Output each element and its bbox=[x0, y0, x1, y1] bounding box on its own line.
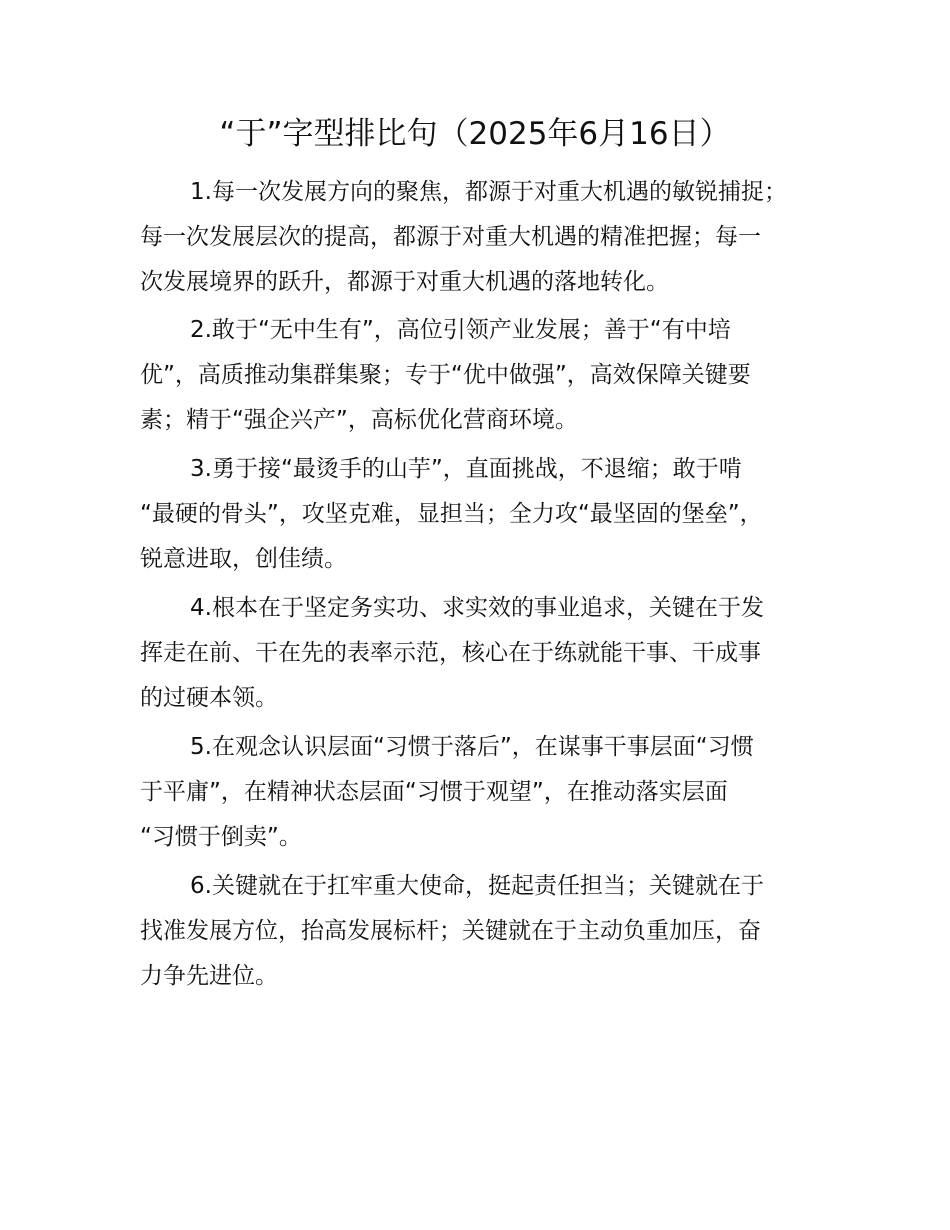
paragraph-line: 4.根本在于坚定务实功、求实效的事业追求，关键在于发 bbox=[190, 595, 764, 621]
paragraph-line: 6.关键就在于扛牢重大使命，挺起责任担当；关键就在于 bbox=[190, 873, 764, 899]
paragraph-line: 力争先进位。 bbox=[140, 963, 278, 989]
paragraph-line: 的过硬本领。 bbox=[140, 685, 278, 711]
paragraph-line: 5.在观念认识层面“习惯于落后”，在谋事干事层面“习惯 bbox=[190, 734, 754, 760]
paragraph-line: 次发展境界的跃升，都源于对重大机遇的落地转化。 bbox=[140, 269, 669, 295]
paragraph-3 bbox=[140, 447, 840, 582]
paragraph-line: 优”，高质推动集群集聚；专于“优中做强”，高效保障关键要 bbox=[140, 362, 751, 388]
paragraph-line: 1.每一次发展方向的聚焦，都源于对重大机遇的敏锐捕捉； bbox=[190, 179, 787, 205]
paragraph-line: 于平庸”，在精神状态层面“习惯于观望”，在推动落实层面 bbox=[140, 779, 728, 805]
paragraph-line: 每一次发展层次的提高，都源于对重大机遇的精准把握；每一 bbox=[140, 224, 761, 250]
paragraph-line: 素；精于“强企兴产”，高标优化营商环境。 bbox=[140, 407, 578, 433]
paragraph-6 bbox=[140, 864, 840, 999]
paragraph-1 bbox=[140, 170, 840, 305]
paragraph-line: “习惯于倒卖”。 bbox=[140, 824, 302, 850]
paragraph-line: 3.勇于接“最烫手的山芋”，直面挑战，不退缩；敢于啃 bbox=[190, 456, 742, 482]
paragraph-4 bbox=[140, 586, 840, 721]
paragraph-line: 挥走在前、干在先的表率示范，核心在于练就能干事、干成事 bbox=[140, 640, 761, 666]
paragraph-line: 2.敢于“无中生有”，高位引领产业发展；善于“有中培 bbox=[190, 317, 731, 343]
paragraph-line: 锐意进取，创佳绩。 bbox=[140, 546, 347, 572]
paragraph-line: “最硬的骨头”，攻坚克难，显担当；全力攻“最坚固的堡垒”， bbox=[140, 501, 763, 527]
document-title: “于”字型排比句（2025年6月16日） bbox=[219, 116, 731, 152]
paragraph-2 bbox=[140, 308, 840, 443]
paragraph-5 bbox=[140, 725, 840, 860]
paragraph-line: 找准发展方位，抬高发展标杆；关键就在于主动负重加压，奋 bbox=[140, 918, 761, 944]
